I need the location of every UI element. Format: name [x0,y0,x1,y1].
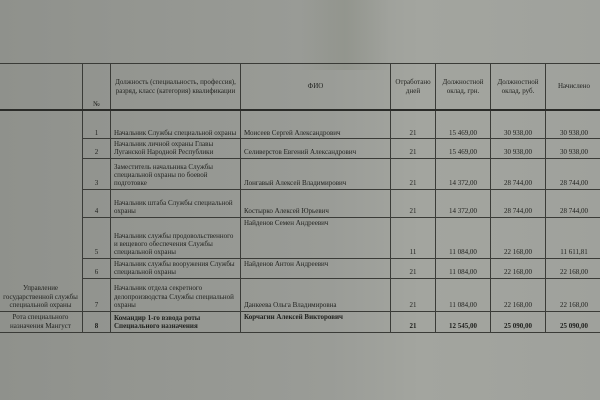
row-accrued: 25 090,00 [546,311,600,332]
row-position: Заместитель начальника Службы специальной охраны по боевой подготовке [111,158,241,189]
row-num: 7 [83,278,111,311]
row-accrued: 30 938,00 [546,110,600,139]
row-salary-rub: 28 744,00 [491,158,546,189]
salary-table [0,63,600,333]
row-days: 21 [391,258,436,278]
row-days: 21 [391,110,436,139]
row-salary-uah: 15 469,00 [436,139,491,159]
row-salary-rub: 25 090,00 [491,311,546,332]
row-accrued: 28 744,00 [546,158,600,189]
table-row [0,139,600,159]
table-row [0,311,600,332]
row-accrued: 22 168,00 [546,258,600,278]
row-salary-rub: 22 168,00 [491,278,546,311]
row-fio: Моисеев Сергей Александрович [241,110,391,139]
row-salary-uah: 15 469,00 [436,110,491,139]
table-row [0,158,600,189]
row-accrued: 28 744,00 [546,189,600,217]
row-days: 21 [391,139,436,159]
row-salary-uah: 11 084,00 [436,278,491,311]
row-salary-uah: 11 084,00 [436,217,491,258]
row-position: Командир 1-го взвода роты Специального назначения [111,311,241,332]
header-days: Отработано дней [391,64,436,111]
row-days: 21 [391,189,436,217]
row-fio: Лонгавый Алексей Владимирович [241,158,391,189]
header-group [0,64,83,111]
row-position: Начальник Службы специальной охраны [111,110,241,139]
row-days: 11 [391,217,436,258]
row-fio: Костырко Алексей Юрьевич [241,189,391,217]
group-label: Управление государственной службы специальной охраны [0,110,83,311]
row-salary-rub: 28 744,00 [491,189,546,217]
table-row [0,278,600,311]
row-salary-uah: 11 084,00 [436,258,491,278]
row-num: 3 [83,158,111,189]
group-label: Рота специального назначения Мангуст [0,311,83,332]
row-fio: Найденов Антон Андреевич [241,258,391,278]
row-days: 21 [391,158,436,189]
row-num: 8 [83,311,111,332]
row-position: Начальник отдела секретного делопроизводства Службы специальной охраны [111,278,241,311]
row-accrued: 30 938,00 [546,139,600,159]
paper-shadow [300,0,390,70]
table-row [0,189,600,217]
header-accrued: Начислено [546,64,600,111]
row-num: 6 [83,258,111,278]
header-row [0,64,600,111]
header-fio: ФИО [241,64,391,111]
row-salary-rub: 22 168,00 [491,217,546,258]
row-position: Начальник личной охраны Главы Луганской Народной Республики [111,139,241,159]
row-position: Начальник службы вооружения Службы специальной охраны [111,258,241,278]
row-fio: Найденов Семен Андреевич [241,217,391,258]
row-accrued: 22 168,00 [546,278,600,311]
table-row [0,217,600,258]
row-num: 1 [83,110,111,139]
header-num: № [83,64,111,111]
row-salary-uah: 14 372,00 [436,189,491,217]
row-num: 4 [83,189,111,217]
row-position: Начальник штаба Службы специальной охраны [111,189,241,217]
row-num: 5 [83,217,111,258]
row-fio: Данкеева Ольга Владимировна [241,278,391,311]
row-position: Начальник службы продовольственного и вещевого обеспечения Службы специальной охраны [111,217,241,258]
row-fio: Селиверстов Евгений Александрович [241,139,391,159]
row-salary-uah: 14 372,00 [436,158,491,189]
header-position: Должность (специальность, профессия), разряд, класс (категория) квалификации [111,64,241,111]
header-salary-uah: Должностной оклад, грн. [436,64,491,111]
table-row [0,258,600,278]
row-salary-rub: 22 168,00 [491,258,546,278]
row-fio: Корчагин Алексей Викторович [241,311,391,332]
header-salary-rub: Должностной оклад, руб. [491,64,546,111]
table-row [0,110,600,139]
row-salary-rub: 30 938,00 [491,139,546,159]
row-days: 21 [391,278,436,311]
row-salary-uah: 12 545,00 [436,311,491,332]
row-salary-rub: 30 938,00 [491,110,546,139]
row-days: 21 [391,311,436,332]
row-num: 2 [83,139,111,159]
row-accrued: 11 611,81 [546,217,600,258]
